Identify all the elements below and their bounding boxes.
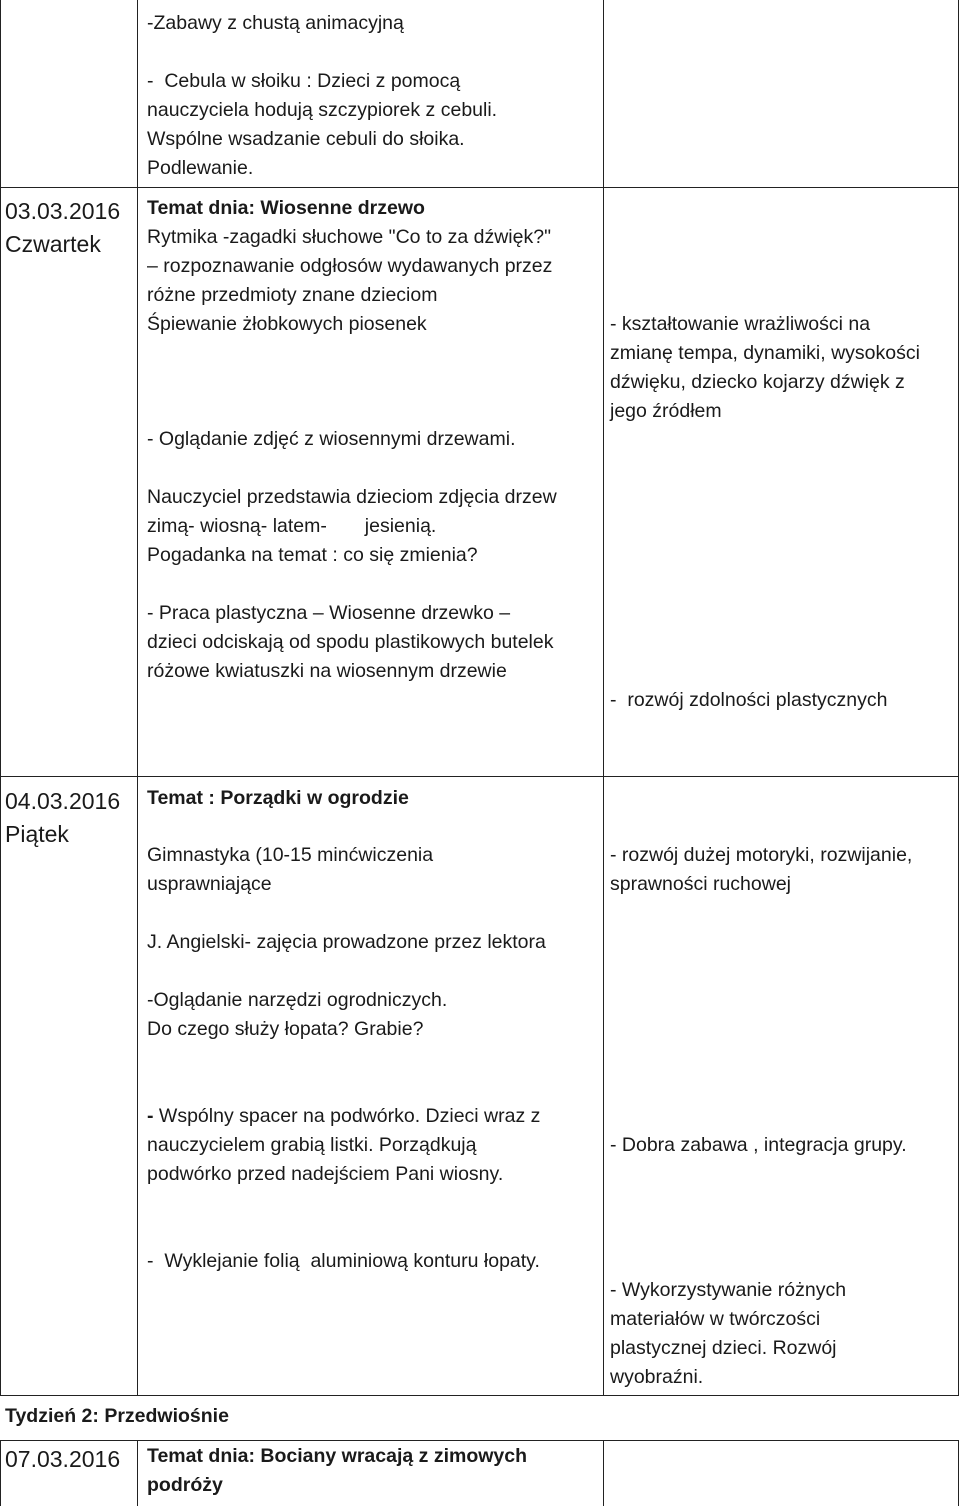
friday-activity-dash: - [147, 1105, 154, 1127]
thursday-activity-line: Nauczyciel przedstawia dzieciom zdjęcia drzew [147, 486, 557, 508]
prev-activity-line: - Cebula w słoiku : Dzieci z pomocą [147, 70, 461, 92]
friday-activity-line: - Wyklejanie folią aluminiową konturu łopaty. [147, 1250, 540, 1272]
thursday-activity-line: Śpiewanie żłobkowych piosenek [147, 313, 427, 335]
friday-goal-line: - Wykorzystywanie różnych [610, 1279, 847, 1301]
friday-activity-line [147, 1102, 540, 1131]
friday-goal-line: - rozwój dużej motoryki, rozwijanie, [610, 844, 913, 866]
thursday-topic: Temat dnia: Wiosenne drzewo [147, 197, 425, 219]
thursday-activity-line: - Oglądanie zdjęć z wiosennymi drzewami. [147, 428, 516, 450]
table2-border-top [0, 1440, 959, 1441]
prev-activity-line: -Zabawy z chustą animacyjną [147, 12, 404, 34]
friday-goal-line: sprawności ruchowej [610, 873, 791, 895]
thursday-goal-line: dźwięku, dziecko kojarzy dźwięk z [610, 371, 905, 393]
friday-activity-text: Wspólny spacer na podwórko. Dzieci wraz z [153, 1105, 541, 1127]
thursday-goal-line: - kształtowanie wrażliwości na [610, 313, 871, 335]
table-border-right [958, 0, 959, 1395]
table-border-left [0, 0, 1, 1395]
monday-date: 07.03.2016 [5, 1446, 121, 1472]
thursday-date: 03.03.2016 [5, 198, 121, 224]
table2-column-divider-date [137, 1440, 138, 1506]
thursday-activity-line: dzieci odciskają od spodu plastikowych butelek [147, 631, 554, 653]
friday-activity-line: usprawniające [147, 873, 272, 895]
column-divider-date [137, 0, 138, 1395]
prev-activity-line: nauczyciela hodują szczypiorek z cebuli. [147, 99, 498, 121]
friday-date: 04.03.2016 [5, 788, 121, 814]
friday-goal-line: - Dobra zabawa , integracja grupy. [610, 1134, 907, 1156]
prev-activity-line: Podlewanie. [147, 157, 254, 179]
table2-border-right [958, 1440, 959, 1506]
friday-activity-line: -Oglądanie narzędzi ogrodniczych. [147, 989, 448, 1011]
thursday-activity-line: Pogadanka na temat : co się zmienia? [147, 544, 478, 566]
table-border-bottom [0, 1395, 959, 1396]
thursday-activity-line: Rytmika -zagadki słuchowe "Co to za dźwięk?" [147, 226, 552, 248]
prev-activity-line: Wspólne wsadzanie cebuli do słoika. [147, 128, 465, 150]
friday-topic: Temat : Porządki w ogrodzie [147, 787, 409, 809]
friday-goal-line: materiałów w twórczości [610, 1308, 821, 1330]
thursday-goal-line: jego źródłem [610, 400, 722, 422]
monday-topic: podróży [147, 1474, 223, 1496]
table2-border-left [0, 1440, 1, 1506]
thursday-activity-line: – rozpoznawanie odgłosów wydawanych przez [147, 255, 553, 277]
thursday-goal-line: zmianę tempa, dynamiki, wysokości [610, 342, 920, 364]
monday-topic: Temat dnia: Bociany wracają z zimowych [147, 1445, 528, 1467]
thursday-activity-line: zimą- wiosną- latem- jesienią. [147, 515, 437, 537]
thursday-goal-line: - rozwój zdolności plastycznych [610, 689, 888, 711]
friday-goal-line: plastycznej dzieci. Rozwój [610, 1337, 837, 1359]
friday-activity-line: podwórko przed nadejściem Pani wiosny. [147, 1163, 504, 1185]
row-divider-friday [0, 776, 959, 777]
friday-activity-line: Gimnastyka (10-15 minćwiczenia [147, 844, 434, 866]
friday-goal-line: wyobraźni. [610, 1366, 704, 1388]
thursday-activity-line: - Praca plastyczna – Wiosenne drzewko – [147, 602, 511, 624]
row-divider-thursday [0, 187, 959, 188]
thursday-day: Czwartek [5, 231, 101, 257]
table2-column-divider-goals [603, 1440, 604, 1506]
friday-day: Piątek [5, 821, 69, 847]
column-divider-goals [603, 0, 604, 1395]
friday-activity-line: Do czego służy łopata? Grabie? [147, 1018, 424, 1040]
thursday-activity-line: różne przedmioty znane dzieciom [147, 284, 438, 306]
week-heading: Tydzień 2: Przedwiośnie [5, 1405, 229, 1427]
friday-activity-line: J. Angielski- zajęcia prowadzone przez lektora [147, 931, 546, 953]
friday-activity-line: nauczycielem grabią listki. Porządkują [147, 1134, 477, 1156]
thursday-activity-line: różowe kwiatuszki na wiosennym drzewie [147, 660, 507, 682]
